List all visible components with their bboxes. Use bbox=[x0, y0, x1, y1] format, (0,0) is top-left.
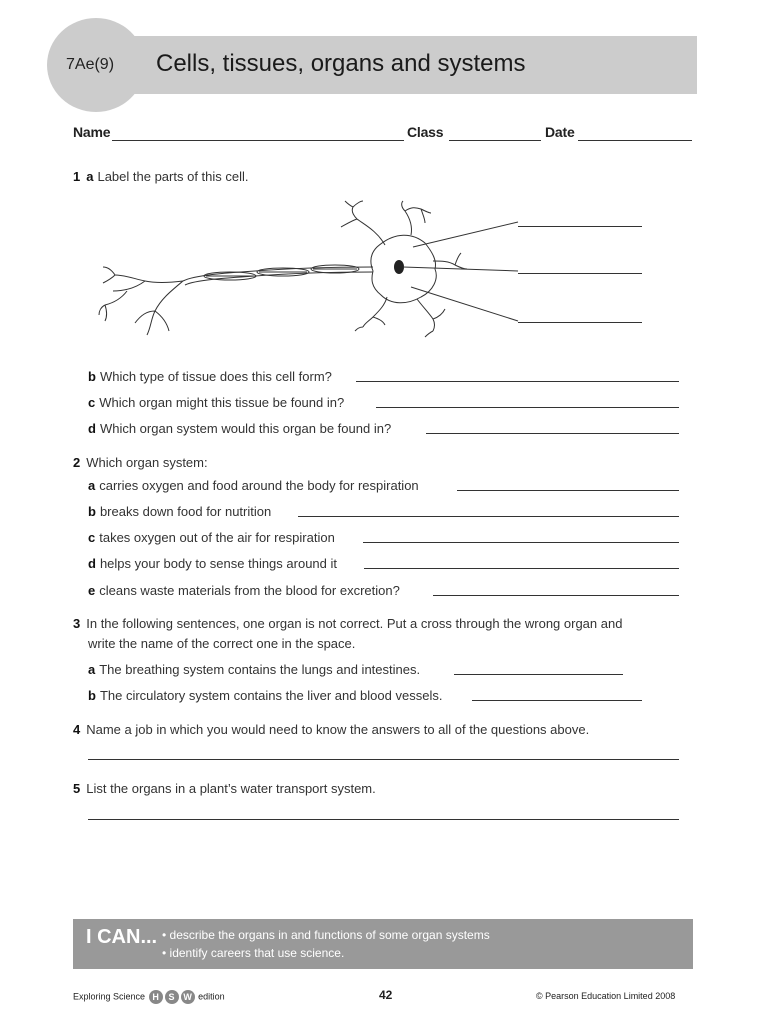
question-1-d bbox=[88, 421, 391, 436]
label-pointer bbox=[413, 222, 518, 247]
label-pointer bbox=[411, 287, 518, 321]
answer-line-4[interactable] bbox=[88, 759, 679, 760]
question-text: The circulatory system contains the liver and blood vessels. bbox=[99, 688, 443, 703]
series-title: Exploring Science bbox=[73, 991, 146, 1002]
question-text: Which organ might this tissue be found in? bbox=[99, 395, 345, 410]
class-field[interactable] bbox=[449, 140, 541, 141]
question-1-c bbox=[88, 395, 344, 410]
question-2-b bbox=[88, 504, 271, 519]
part-letter: a bbox=[88, 478, 96, 493]
part-letter: b bbox=[88, 504, 96, 519]
hsw-badge-s: S bbox=[165, 990, 179, 1004]
question-number: 1 bbox=[73, 169, 81, 184]
page-number: 42 bbox=[379, 988, 393, 1002]
i-can-box bbox=[73, 919, 693, 969]
answer-line-1c[interactable] bbox=[376, 407, 679, 408]
name-label: Name bbox=[73, 124, 111, 140]
question-text: In the following sentences, one organ is not correct. Put a cross through the wrong organ and bbox=[86, 616, 623, 631]
answer-line-3a[interactable] bbox=[454, 674, 623, 675]
part-letter: a bbox=[86, 169, 94, 184]
copyright: © Pearson Education Limited 2008 bbox=[536, 991, 676, 1001]
question-3-line-2: write the name of the correct one in the space. bbox=[88, 636, 356, 651]
question-1-b bbox=[88, 369, 332, 384]
question-3-a bbox=[88, 662, 420, 677]
date-label: Date bbox=[545, 124, 575, 140]
dendrite bbox=[352, 207, 385, 245]
question-3-b bbox=[88, 688, 442, 703]
footer-series bbox=[73, 990, 225, 1004]
question-1-a bbox=[73, 169, 249, 184]
answer-line-2c[interactable] bbox=[363, 542, 679, 543]
question-text: carries oxygen and food around the body for respiration bbox=[99, 478, 419, 493]
name-field[interactable] bbox=[112, 140, 404, 141]
answer-line-2b[interactable] bbox=[298, 516, 679, 517]
unit-code: 7Ae(9) bbox=[66, 56, 115, 73]
part-letter: d bbox=[88, 421, 96, 436]
question-3-line-1 bbox=[73, 616, 622, 631]
question-2-e bbox=[88, 583, 400, 598]
question-text: breaks down food for nutrition bbox=[99, 504, 272, 519]
cell-label-answer-2[interactable] bbox=[518, 273, 642, 274]
answer-line-5[interactable] bbox=[88, 819, 679, 820]
i-can-title: I CAN... bbox=[86, 926, 158, 948]
question-2-c bbox=[88, 530, 335, 545]
question-number: 2 bbox=[73, 455, 81, 470]
answer-line-3b[interactable] bbox=[472, 700, 642, 701]
question-4 bbox=[73, 722, 589, 737]
answer-line-2e[interactable] bbox=[433, 595, 679, 596]
question-2-d bbox=[88, 556, 337, 571]
question-number: 3 bbox=[73, 616, 81, 631]
cell-label-answer-1[interactable] bbox=[518, 226, 642, 227]
question-2-a bbox=[88, 478, 419, 493]
axon-terminal bbox=[115, 275, 183, 283]
part-letter: b bbox=[88, 369, 96, 384]
question-text: cleans waste materials from the blood for excretion? bbox=[99, 583, 400, 598]
answer-line-2d[interactable] bbox=[364, 568, 679, 569]
part-letter: a bbox=[88, 662, 96, 677]
nucleus bbox=[394, 260, 404, 274]
question-text: Which type of tissue does this cell form? bbox=[99, 369, 332, 384]
answer-line-1b[interactable] bbox=[356, 381, 679, 382]
question-number: 5 bbox=[73, 781, 81, 796]
cell-label-answer-3[interactable] bbox=[518, 322, 642, 323]
question-text: The breathing system contains the lungs and intestines. bbox=[99, 662, 421, 677]
question-text: takes oxygen out of the air for respiration bbox=[99, 530, 335, 545]
part-letter: e bbox=[88, 583, 96, 598]
answer-line-1d[interactable] bbox=[426, 433, 679, 434]
class-label: Class bbox=[407, 124, 444, 140]
i-can-item: • describe the organs in and functions of some organ systems bbox=[162, 928, 490, 942]
question-text: Name a job in which you would need to know the answers to all of the questions above. bbox=[86, 722, 590, 737]
hsw-badge-h: H bbox=[149, 990, 163, 1004]
question-text: helps your body to sense things around it bbox=[99, 556, 337, 571]
question-text: List the organs in a plant’s water transport system. bbox=[86, 781, 376, 796]
i-can-item: • identify careers that use science. bbox=[162, 946, 345, 960]
part-letter: c bbox=[88, 530, 96, 545]
hsw-badge-w: W bbox=[181, 990, 195, 1004]
question-text: Which organ system would this organ be found in? bbox=[99, 421, 392, 436]
page-title: Cells, tissues, organs and systems bbox=[156, 50, 526, 77]
part-letter: b bbox=[88, 688, 96, 703]
part-letter: d bbox=[88, 556, 96, 571]
question-text: Which organ system: bbox=[86, 455, 208, 470]
series-edition: edition bbox=[198, 991, 225, 1002]
question-text: Label the parts of this cell. bbox=[97, 169, 249, 184]
part-letter: c bbox=[88, 395, 96, 410]
question-number: 4 bbox=[73, 722, 81, 737]
date-field[interactable] bbox=[578, 140, 692, 141]
question-5 bbox=[73, 781, 376, 796]
question-2 bbox=[73, 455, 208, 470]
answer-line-2a[interactable] bbox=[457, 490, 679, 491]
